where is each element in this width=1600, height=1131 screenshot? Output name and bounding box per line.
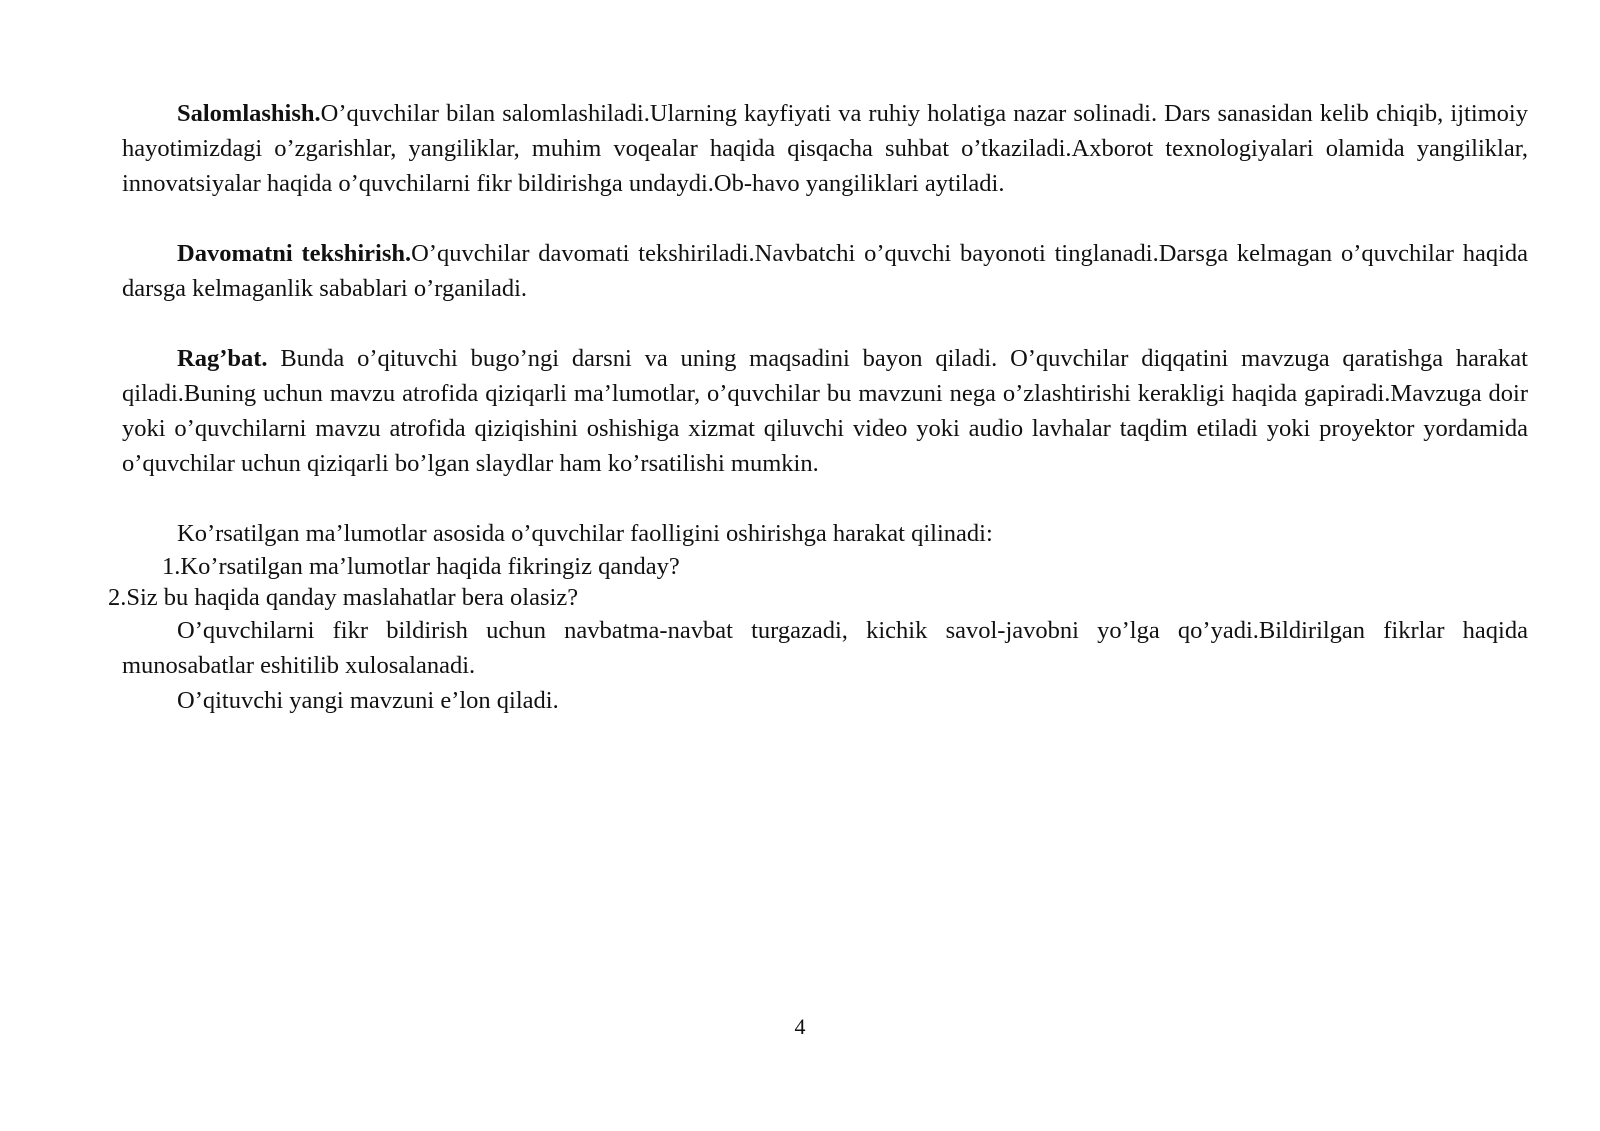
- paragraph-followup: O’quvchilarni fikr bildirish uchun navbatma-navbat turgazadi, kichik savol-javobni yo’lga qo’yadi.Bildirilgan fikrlar haqida munosabatlar eshitilib xulosalanadi.: [122, 617, 1528, 679]
- paragraph-intro: Ko’rsatilgan ma’lumotlar asosida o’quvchilar faolligini oshirishga harakat qilinadi:: [177, 520, 993, 547]
- question-item-1: 1.Ko’rsatilgan ma’lumotlar haqida fikringiz qanday?: [162, 553, 680, 580]
- heading-attendance: Davomatni tekshirish.: [177, 240, 412, 267]
- paragraph-greeting: [122, 96, 1528, 201]
- paragraph-attendance: [122, 236, 1528, 306]
- heading-greeting: Salomlashish.: [177, 100, 321, 127]
- paragraph-motivation: [122, 341, 1528, 481]
- document-page: [108, 96, 1528, 718]
- paragraph-spacer: [122, 306, 1528, 341]
- paragraph-closing: O’qituvchi yangi mavzuni e’lon qiladi.: [177, 687, 559, 714]
- page-number: 4: [794, 1014, 806, 1039]
- body-greeting: O’quvchilar bilan salomlashiladi.Ularning kayfiyati va ruhiy holatiga nazar solinadi. Dars sanasidan kelib chiqib, ijtimoiy hayotimizdagi o’zgarishlar, yangiliklar, muhim voqealar haqida qisqacha suhbat o’tkaziladi.Axborot texnologiyalari olamida yangiliklar, innovatsiyalar haqida o’quvchilarni fikr bildirishga undaydi.Ob-havo yangiliklari aytiladi.: [122, 100, 1528, 197]
- body-attendance: O’quvchilar davomati tekshiriladi.Navbatchi o’quvchi bayonoti tinglanadi.Darsga kelmagan o’quvchilar haqida darsga kelmaganlik sabablari o’rganiladi.: [122, 240, 1528, 302]
- question-item-2: 2.Siz bu haqida qanday maslahatlar bera olasiz?: [108, 584, 579, 611]
- paragraph-spacer: [122, 481, 1528, 516]
- body-motivation: Bunda o’qituvchi bugo’ngi darsni va uning maqsadini bayon qiladi. O’quvchilar diqqatini mavzuga qaratishga harakat qiladi.Buning uchun mavzu atrofida qiziqarli ma’lumotlar, o’quvchilar bu mavzuni nega o’zlashtirishi kerakligi haqida gapiradi.Mavzuga doir yoki o’quvchilarni mavzu atrofida qiziqishini oshishiga xizmat qiluvchi video yoki audio lavhalar taqdim etiladi yoki proyektor yordamida o’quvchilar uchun qiziqarli bo’lgan slaydlar ham ko’rsatilishi mumkin.: [122, 345, 1528, 477]
- paragraph-spacer: [122, 201, 1528, 236]
- heading-motivation: Rag’bat.: [177, 345, 268, 372]
